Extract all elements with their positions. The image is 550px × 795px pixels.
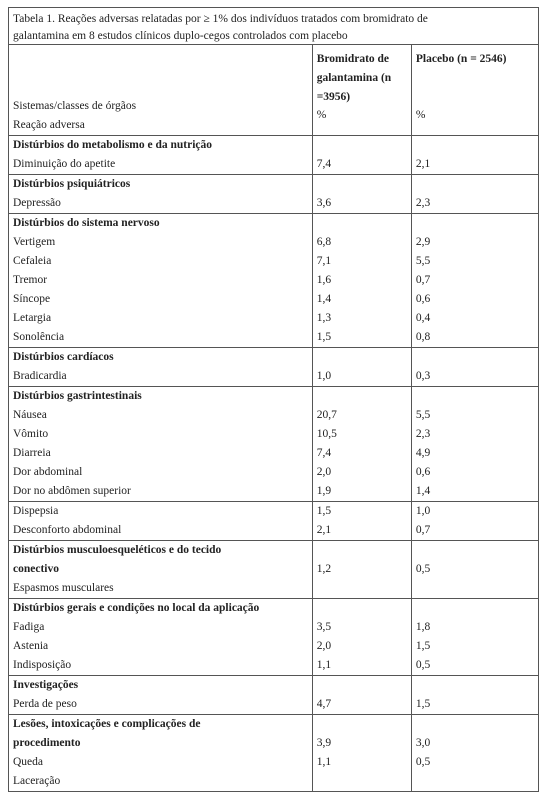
category-label: Distúrbios gerais e condições no local da aplicação xyxy=(13,602,260,614)
reaction-label: Diminuição do apetite xyxy=(13,158,116,170)
reaction-label: Queda xyxy=(13,756,44,768)
category-label: Distúrbios musculoesqueléticos e do tecido xyxy=(13,544,222,556)
header-col3-unit: % xyxy=(415,109,426,121)
placebo-value-cell xyxy=(411,715,538,792)
table-section-row xyxy=(9,676,539,715)
reaction-label: Dispepsia xyxy=(13,505,59,517)
table-section-row xyxy=(9,214,539,348)
category-label: conectivo xyxy=(13,563,59,575)
percent-value: 7,4 xyxy=(316,447,332,459)
reaction-label: Vertigem xyxy=(13,236,56,248)
percent-value: 1,6 xyxy=(316,274,332,286)
adverse-reactions-table xyxy=(8,44,539,792)
percent-value xyxy=(416,348,534,367)
reaction-label: Desconforto abdominal xyxy=(13,524,122,536)
percent-value: 1,0 xyxy=(316,370,332,382)
percent-value xyxy=(416,541,534,560)
percent-value xyxy=(416,214,534,233)
header-col2-line3: =3956) xyxy=(316,91,351,103)
table-section-row xyxy=(9,541,539,599)
table-section-row xyxy=(9,715,539,792)
percent-value xyxy=(416,676,534,695)
percent-value xyxy=(317,541,407,560)
percent-value: 0,7 xyxy=(415,524,431,536)
percent-value: 1,1 xyxy=(316,756,332,768)
reaction-label: Letargia xyxy=(13,312,52,324)
percent-value xyxy=(317,136,407,155)
table-section-row xyxy=(9,348,539,387)
category-label: Distúrbios do sistema nervoso xyxy=(13,217,160,229)
header-col2-line1: Bromidrato de xyxy=(316,53,390,65)
percent-value: 7,4 xyxy=(316,158,332,170)
percent-value: 7,1 xyxy=(316,255,332,267)
percent-value: 0,3 xyxy=(415,370,431,382)
category-label: Distúrbios psiquiátricos xyxy=(13,178,131,190)
reaction-cell xyxy=(9,348,313,387)
reaction-cell xyxy=(9,599,313,676)
percent-value xyxy=(416,175,534,194)
reaction-label: Bradicardia xyxy=(13,370,67,382)
placebo-value-cell xyxy=(411,387,538,502)
percent-value: 0,4 xyxy=(415,312,431,324)
table-header-row xyxy=(9,45,539,136)
table-section-row xyxy=(9,502,539,541)
category-label: Distúrbios cardíacos xyxy=(13,351,114,363)
percent-value: 1,4 xyxy=(316,293,332,305)
galantamine-value-cell xyxy=(312,715,411,792)
placebo-value-cell xyxy=(411,214,538,348)
caption-line-1: Tabela 1. Reações adversas relatadas por ≥ 1% dos indivíduos tratados com bromidrato de xyxy=(13,13,428,25)
percent-value: 2,0 xyxy=(316,640,332,652)
placebo-value-cell xyxy=(411,676,538,715)
reaction-label: Tremor xyxy=(13,274,48,286)
reaction-label: Laceração xyxy=(13,775,61,787)
header-col1-sub: Reação adversa xyxy=(13,119,85,131)
percent-value: 1,8 xyxy=(415,621,431,633)
percent-value: 2,1 xyxy=(415,158,431,170)
table-section-row xyxy=(9,175,539,214)
header-galantamine xyxy=(312,45,411,136)
percent-value xyxy=(317,214,407,233)
reaction-label: Perda de peso xyxy=(13,698,77,710)
percent-value: 1,3 xyxy=(316,312,332,324)
percent-value: 5,5 xyxy=(415,255,431,267)
percent-value: 3,5 xyxy=(316,621,332,633)
galantamine-value-cell xyxy=(312,599,411,676)
percent-value: 0,5 xyxy=(415,563,431,575)
percent-value: 0,6 xyxy=(415,466,431,478)
reaction-cell xyxy=(9,136,313,175)
reaction-cell xyxy=(9,676,313,715)
header-col2-unit: % xyxy=(316,109,327,121)
percent-value: 0,8 xyxy=(415,331,431,343)
percent-value xyxy=(416,715,534,734)
reaction-cell xyxy=(9,502,313,541)
category-label: Distúrbios gastrintestinais xyxy=(13,390,142,402)
percent-value: 3,9 xyxy=(316,737,332,749)
percent-value xyxy=(317,175,407,194)
header-col1-title: Sistemas/classes de órgãos xyxy=(13,100,137,112)
table-section-row xyxy=(9,136,539,175)
reaction-label: Cefaleia xyxy=(13,255,52,267)
percent-value: 5,5 xyxy=(415,409,431,421)
reaction-label: Indisposição xyxy=(13,659,72,671)
reaction-cell xyxy=(9,387,313,502)
category-label: Investigações xyxy=(13,679,79,691)
percent-value xyxy=(317,676,407,695)
galantamine-value-cell xyxy=(312,175,411,214)
table-caption xyxy=(8,7,539,44)
table-section-row xyxy=(9,387,539,502)
percent-value: 1,1 xyxy=(316,659,332,671)
table-section-row xyxy=(9,599,539,676)
reaction-label: Síncope xyxy=(13,293,51,305)
percent-value: 3,0 xyxy=(415,737,431,749)
category-label: Distúrbios do metabolismo e da nutrição xyxy=(13,139,213,151)
percent-value: 3,6 xyxy=(316,197,332,209)
reaction-label: Astenia xyxy=(13,640,49,652)
reaction-cell xyxy=(9,715,313,792)
percent-value: 2,1 xyxy=(316,524,332,536)
percent-value xyxy=(317,348,407,367)
percent-value xyxy=(317,715,407,734)
reaction-cell xyxy=(9,541,313,599)
percent-value: 1,5 xyxy=(415,698,431,710)
adverse-reactions-document xyxy=(8,7,539,791)
percent-value: 1,5 xyxy=(316,331,332,343)
reaction-label: Depressão xyxy=(13,197,61,209)
reaction-label: Fadiga xyxy=(13,621,45,633)
percent-value: 2,3 xyxy=(415,197,431,209)
galantamine-value-cell xyxy=(312,214,411,348)
percent-value: 4,9 xyxy=(415,447,431,459)
percent-value: 1,5 xyxy=(316,505,332,517)
percent-value: 0,5 xyxy=(415,659,431,671)
galantamine-value-cell xyxy=(312,387,411,502)
percent-value: 1,5 xyxy=(415,640,431,652)
percent-value: 0,5 xyxy=(415,756,431,768)
galantamine-value-cell xyxy=(312,676,411,715)
percent-value: 1,0 xyxy=(415,505,431,517)
galantamine-value-cell xyxy=(312,136,411,175)
percent-value: 0,6 xyxy=(415,293,431,305)
reaction-label: Diarreia xyxy=(13,447,51,459)
header-placebo xyxy=(411,45,538,136)
placebo-value-cell xyxy=(411,599,538,676)
percent-value xyxy=(416,579,534,598)
percent-value: 0,7 xyxy=(415,274,431,286)
percent-value: 10,5 xyxy=(316,428,337,440)
percent-value: 1,9 xyxy=(316,485,332,497)
reaction-label: Dor abdominal xyxy=(13,466,83,478)
percent-value xyxy=(317,599,407,618)
reaction-label: Vômito xyxy=(13,428,49,440)
percent-value: 20,7 xyxy=(316,409,337,421)
category-label: Lesões, intoxicações e complicações de xyxy=(13,718,201,730)
percent-value xyxy=(317,772,407,791)
percent-value: 1,4 xyxy=(415,485,431,497)
percent-value: 2,0 xyxy=(316,466,332,478)
header-system-class xyxy=(9,45,313,136)
percent-value: 2,9 xyxy=(415,236,431,248)
placebo-value-cell xyxy=(411,348,538,387)
percent-value: 1,2 xyxy=(316,563,332,575)
galantamine-value-cell xyxy=(312,541,411,599)
reaction-label: Sonolência xyxy=(13,331,65,343)
percent-value xyxy=(317,387,407,406)
galantamine-value-cell xyxy=(312,502,411,541)
percent-value xyxy=(317,579,407,598)
placebo-value-cell xyxy=(411,175,538,214)
placebo-value-cell xyxy=(411,541,538,599)
reaction-cell xyxy=(9,214,313,348)
placebo-value-cell xyxy=(411,502,538,541)
percent-value xyxy=(416,136,534,155)
caption-line-2: galantamina em 8 estudos clínicos duplo-cegos controlados com placebo xyxy=(13,30,348,42)
percent-value: 4,7 xyxy=(316,698,332,710)
header-col3-title: Placebo (n = 2546) xyxy=(415,53,507,65)
reaction-cell xyxy=(9,175,313,214)
header-col2-line2: galantamina (n xyxy=(316,72,392,84)
reaction-label: Dor no abdômen superior xyxy=(13,485,131,497)
galantamine-value-cell xyxy=(312,348,411,387)
percent-value xyxy=(416,599,534,618)
percent-value xyxy=(416,387,534,406)
percent-value xyxy=(416,772,534,791)
reaction-label: Espasmos musculares xyxy=(13,582,114,594)
category-label: procedimento xyxy=(13,737,81,749)
placebo-value-cell xyxy=(411,136,538,175)
reaction-label: Náusea xyxy=(13,409,47,421)
percent-value: 6,8 xyxy=(316,236,332,248)
percent-value: 2,3 xyxy=(415,428,431,440)
